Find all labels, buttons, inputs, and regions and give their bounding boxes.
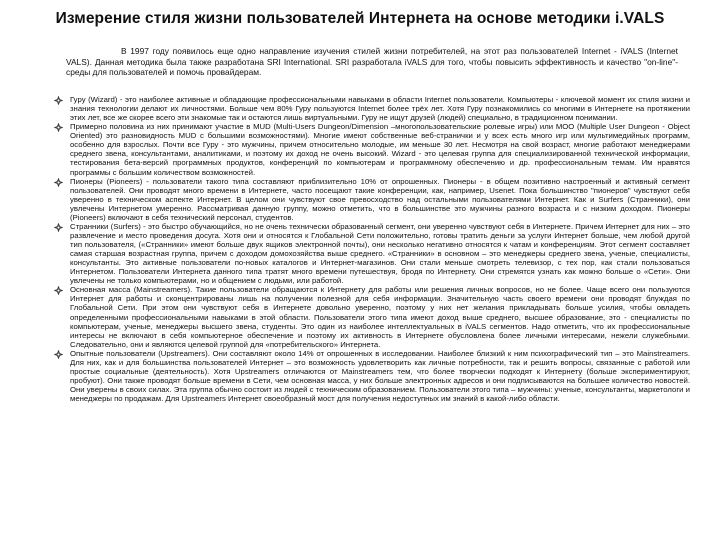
page-title: Измерение стиля жизни пользователей Интернета на основе методики i.VALS	[55, 10, 665, 27]
diamond-bullet-icon	[54, 96, 63, 105]
bullet-text: Гуру (Wizard) - это наиболее активные и обладающие профессиональными навыками в области Internet пользователи. Компьютеры - ключевой момент их стиля жизни и знания технологии делают их личностями. Больше чем 80% Гуру пользуются Internet более трёх лет. Хотя Гуру познакомились со многими в Интернете на протяжении этих лет, все же скорее всего эти знакомые так и остаются лишь виртуальными. Гуру не ищут друзей (людей) специально, в традиционном понимании.	[70, 95, 690, 123]
diamond-bullet-icon	[54, 223, 63, 232]
list-item	[54, 349, 690, 403]
list-item	[54, 122, 690, 176]
diamond-bullet-icon	[54, 123, 63, 132]
list-item	[54, 177, 690, 222]
bullet-text: Примерно половина из них принимают участие в MUD (Multi-Users Dungeon/Dimension –многопользовательские ролевые игры) или MOO (Multiple User Dungeon - Object Oriented) это разновидность MUD с большими возможностями). Многие имеют собственные веб-странички и у всех есть много игр или мультимедийных программ, особенно для взрослых. Почти все Гуру - это мужчины, причем относительно молодые, им меньше 30 лет. Несмотря на свой возраст, многие работают менеджерами среднего звена, консультантами, аналитиками, и поэтому их доход не очень высокий. Wizard - это целевая группа для специализированной технической информации, тестирования бета-версий программных продуктов, конференций по компьютерам и программному обеспечению и др. профессиональным темам. Им нравятся программы с большим количеством возможностей.	[70, 122, 690, 177]
bullet-text: Странники (Surfers) - это быстро обучающийся, но не очень технически образованный сегмент, они уверенно чувствуют себя в Интернете. Причем Интернет для них – это развлечение и место проведения досуга. Хотя они и относятся к Глобальной Сети положительно, готовы тратить деньги за услуги Интернет больше, чем любой другой тип пользователя, («Странники» имеют больше двух ящиков электронной почты), они несколько негативно относятся к чатам и конференциям. Этот сегмент составляет самая старшая возрастная группа, причем с доходом домохозяйства выше среднего. «Странники» в основном – это менеджеры среднего звена, ученые, специалисты, консультанты. Это активные пользователи по-новых каталогов и Интернет-магазинов. Они стали меньше смотреть телевизор, с тех пор, как стали пользоваться Интернетом. Пользователи Интернета данного типа тратят много времени путешествуя, бродя по Интернету. Они стремятся узнать как можно больше о «Сети». Они увлечены не только компьютерами, но и общением с людьми, или работой.	[70, 221, 690, 286]
list-item	[54, 95, 690, 122]
bullet-text: Опытные пользователи (Upstreamers). Они составляют около 14% от опрошенных в исследовании. Наиболее близкий к ним психографический тип – это Mainstreamers. Для них, как и для большинства пользователей Интернет – это возможность удовлетворить как личные потребности, так и решить вопросы, связанные с работой или простые социальные (деятельность). Хотя Upstreamers отличаются от Mainstreamers тем, что более творчески подходят к Интернету (больше экспериментируют, пробуют). Они также проводят больше времени в Сети, чем основная масса, у них больше электронных адресов и они подписываются на большее количество новостей. Они уверены в своих силах. Эта группа обычно состоит из людей с техническим образованием. Пользователи этого типа – мужчины: ученые, консультанты, маркетологи и менеджеры по продажам. Для Upstreamers Интернет своеобразный мост для получения недоступных им знаний в какой-либо области.	[70, 348, 690, 404]
list-item	[54, 222, 690, 285]
bullet-list	[54, 95, 690, 403]
intro-paragraph: В 1997 году появилось еще одно направление изучения стилей жизни потребителей, на этот раз пользователей Internet - iVALS (Internet VALS). Данная методика была также разработана SRI International. SRI разработала iVALS для того, чтобы повысить эффективность и качество "on-line"-среды для пользователей и помочь провайдерам.	[66, 46, 678, 78]
bullet-text: Основная масса (Mainstreamers). Такие пользователи обращаются к Интернету для работы или решения личных вопросов, но не более. Чаще всего они пользуются Интернет для работы и сконцентрированы лишь на получении полезной для себя информации. Значительную часть своего времени они проводят блуждая по Глобальной Сети. При этом они чувствуют себя в Интернете довольно уверенно, поэтому у них нет желания прикладывать больше усилия, чтобы овладеть определенными профессиональными навыками в этой области. Пользователи этого типа имеют доход выше среднего, высшее образование, это - специалисты по компьютерам, ученые, менеджеры высшего звена, студенты. Это один из наиболее интеллектуальных в iVALS сегментов. Надо отметить, что их профессиональные интересы не включают в себя компьютерное обеспечение и поэтому их активность в Интернете обусловлена более личными интересами, нежели служебными. Следовательно, они и являются целевой группой для «потребительского» Интернета.	[70, 285, 690, 349]
diamond-bullet-icon	[54, 178, 63, 187]
list-item	[54, 285, 690, 348]
diamond-bullet-icon	[54, 350, 63, 359]
diamond-bullet-icon	[54, 286, 63, 295]
bullet-text: Пионеры (Pioneers) - пользователи такого типа составляют приблизительно 10% от опрошенных. Пионеры - в общем позитивно настроенный и активный сегмент пользователей. Они проводят много времени в Интернете, часто посещают такие конференции, как, например, Usenet. Пока большинство "пионеров" чувствуют себя уверенно в техническом аспекте Интернет. В целом они чувствуют свое превосходство над остальными пользователями Интернет. Как и Surfers (Странники), они увлечены Интернетом умеренно. Рассматривая данную группу, можно отметить, что в большинстве это мужчины разного возраста и с низким доходом. Пионеры (Pioneers) включают в себя технический персонал, студентов.	[70, 176, 690, 222]
